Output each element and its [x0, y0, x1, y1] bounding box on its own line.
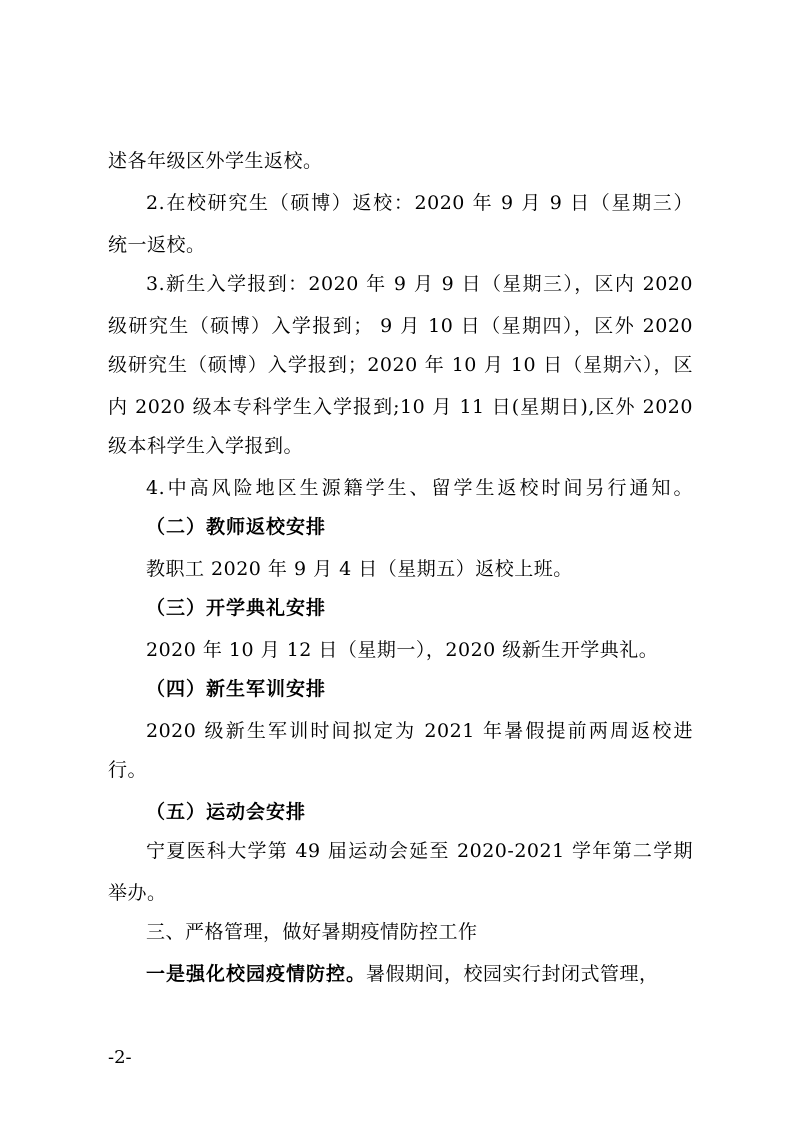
paragraph-line: 2.在校研究生（硕博）返校：2020 年 9 月 9 日（星期三）	[146, 192, 693, 214]
paragraph-line: 举办。	[108, 882, 167, 904]
paragraph-line: 2020 级新生军训时间拟定为 2021 年暑假提前两周返校进	[146, 720, 693, 742]
paragraph-line	[146, 961, 693, 987]
paragraph-line: 2020 年 10 月 12 日（星期一），2020 级新生开学典礼。	[146, 639, 659, 661]
section-heading: （二）教师返校安排	[146, 516, 327, 538]
section-heading: （三）开学典礼安排	[146, 597, 327, 619]
paragraph-line: 3.新生入学报到：2020 年 9 月 9 日（星期三），区内 2020	[146, 273, 693, 295]
paragraph-line: 统一返校。	[108, 234, 206, 256]
paragraph-line: 述各年级区外学生返校。	[108, 150, 323, 172]
chapter-heading: 三、严格管理，做好暑期疫情防控工作	[146, 921, 478, 943]
bold-lead-text: 一是强化校园疫情防控。	[146, 963, 367, 985]
paragraph-line: 行。	[108, 759, 148, 781]
paragraph-line: 宁夏医科大学第 49 届运动会延至 2020-2021 学年第二学期	[146, 840, 693, 862]
paragraph-text: 暑假期间，校园实行封闭式管理，	[366, 963, 659, 985]
section-heading: （四）新生军训安排	[146, 678, 327, 700]
paragraph-line: 内 2020 级本专科学生入学报到;10 月 11 日(星期日),区外 2020	[108, 396, 693, 418]
paragraph-line: 级本科学生入学报到。	[108, 435, 304, 457]
paragraph-line: 级研究生（硕博）入学报到；2020 年 10 月 10 日（星期六），区	[108, 354, 693, 376]
paragraph-line: 4.中高风险地区生源籍学生、留学生返校时间另行通知。	[146, 477, 693, 499]
paragraph-line: 级研究生（硕博）入学报到； 9 月 10 日（星期四），区外 2020	[108, 315, 693, 337]
paragraph-line: 教职工 2020 年 9 月 4 日（星期五）返校上班。	[146, 558, 573, 580]
page-number: -2-	[108, 1047, 132, 1068]
section-heading: （五）运动会安排	[146, 801, 307, 823]
